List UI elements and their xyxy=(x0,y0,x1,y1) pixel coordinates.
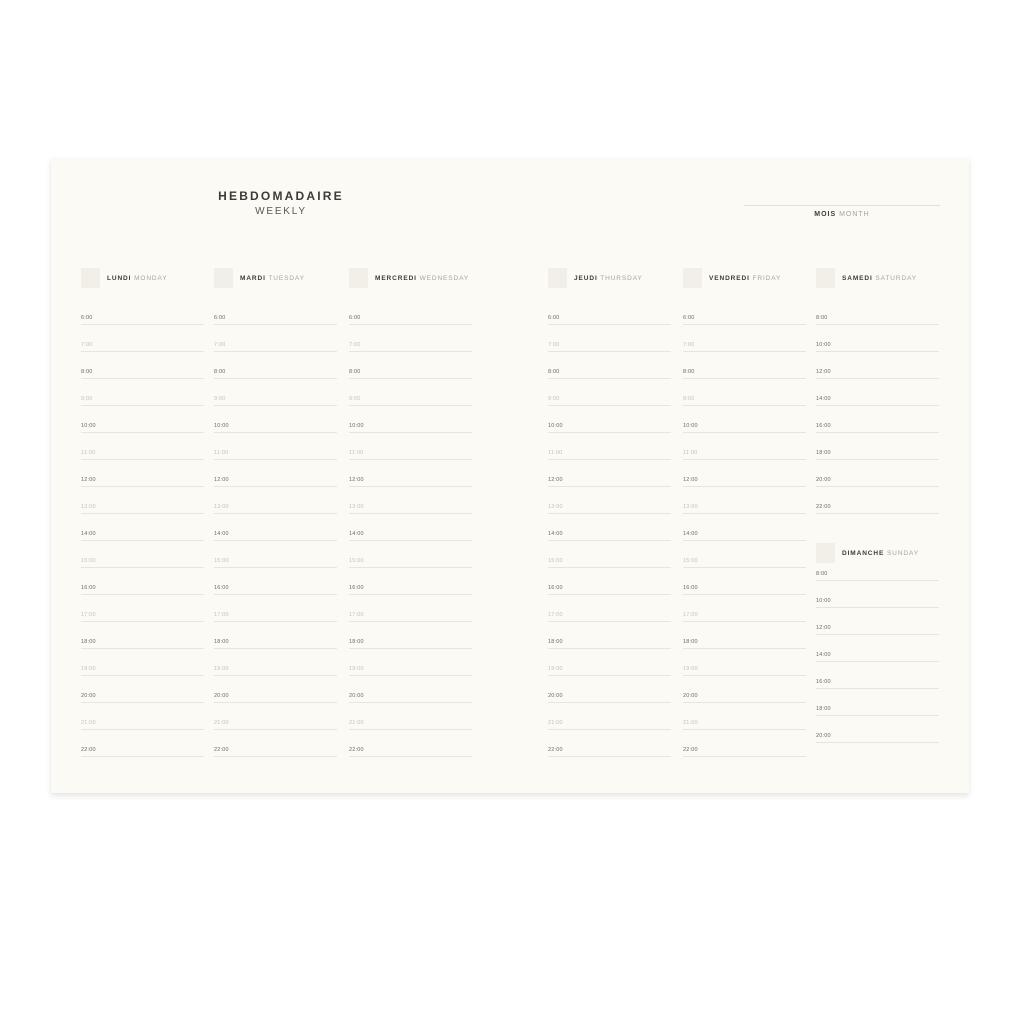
time-slot-line[interactable] xyxy=(349,665,472,676)
time-slot-line[interactable] xyxy=(214,368,337,379)
time-label: 12:00 xyxy=(214,477,229,483)
time-label: 18:00 xyxy=(81,639,96,645)
time-label: 12:00 xyxy=(816,625,831,631)
time-label: 12:00 xyxy=(816,369,831,375)
time-label: 7:00 xyxy=(214,342,226,348)
time-slot-line[interactable] xyxy=(349,557,472,568)
time-slot-line[interactable] xyxy=(548,692,671,703)
time-slot-line[interactable] xyxy=(81,503,204,514)
time-label: 22:00 xyxy=(683,747,698,753)
day-header xyxy=(683,267,806,289)
time-slot-line[interactable] xyxy=(683,692,806,703)
time-label: 16:00 xyxy=(81,585,96,591)
time-label: 15:00 xyxy=(683,558,698,564)
time-label: 13:00 xyxy=(81,504,96,510)
time-slot-line[interactable] xyxy=(81,449,204,460)
time-label: 15:00 xyxy=(548,558,563,564)
time-label: 17:00 xyxy=(81,612,96,618)
time-label: 8:00 xyxy=(214,369,226,375)
day-label-fr: JEUDI xyxy=(574,274,598,282)
time-slot-line[interactable] xyxy=(214,476,337,487)
day-label-en: THURSDAY xyxy=(597,274,643,282)
time-slot-line[interactable] xyxy=(214,719,337,730)
time-slot-line[interactable] xyxy=(548,746,671,757)
time-label: 14:00 xyxy=(816,396,831,402)
day-label xyxy=(842,275,917,282)
weekly-planner-page xyxy=(51,158,969,793)
time-label: 8:00 xyxy=(683,369,695,375)
day-header xyxy=(816,267,939,289)
time-label: 19:00 xyxy=(81,666,96,672)
time-slot-line[interactable] xyxy=(683,665,806,676)
time-label: 16:00 xyxy=(816,423,831,429)
time-label: 12:00 xyxy=(349,477,364,483)
time-slot-line[interactable] xyxy=(816,395,939,406)
time-label: 22:00 xyxy=(548,747,563,753)
time-label: 21:00 xyxy=(81,720,96,726)
time-slot-line[interactable] xyxy=(349,530,472,541)
time-label: 19:00 xyxy=(548,666,563,672)
time-slot-line[interactable] xyxy=(349,584,472,595)
time-label: 18:00 xyxy=(548,639,563,645)
time-label: 8:00 xyxy=(81,369,93,375)
time-slot-line[interactable] xyxy=(683,368,806,379)
time-label: 19:00 xyxy=(349,666,364,672)
time-slot-line[interactable] xyxy=(214,746,337,757)
time-label: 10:00 xyxy=(816,598,831,604)
time-label: 14:00 xyxy=(81,531,96,537)
time-slot-line[interactable] xyxy=(349,422,472,433)
time-slot-line[interactable] xyxy=(816,422,939,433)
time-label: 6:00 xyxy=(81,315,93,321)
time-slot-line[interactable] xyxy=(548,638,671,649)
time-label: 17:00 xyxy=(548,612,563,618)
time-label: 10:00 xyxy=(683,423,698,429)
time-slot-line[interactable] xyxy=(81,746,204,757)
time-label: 19:00 xyxy=(683,666,698,672)
time-label: 22:00 xyxy=(214,747,229,753)
time-slot-line[interactable] xyxy=(81,638,204,649)
time-slot-line[interactable] xyxy=(683,449,806,460)
time-label: 20:00 xyxy=(81,693,96,699)
time-slot-line[interactable] xyxy=(349,692,472,703)
time-label: 11:00 xyxy=(548,450,563,456)
time-slot-line[interactable] xyxy=(548,557,671,568)
time-slot-line[interactable] xyxy=(683,557,806,568)
time-label: 6:00 xyxy=(214,315,226,321)
time-slot-line[interactable] xyxy=(683,341,806,352)
date-box[interactable] xyxy=(548,268,567,288)
day-label-fr: LUNDI xyxy=(107,274,132,282)
time-label: 20:00 xyxy=(683,693,698,699)
day-label xyxy=(107,275,168,282)
time-slot-line[interactable] xyxy=(349,476,472,487)
day-label xyxy=(375,275,469,282)
time-slot-line[interactable] xyxy=(214,665,337,676)
time-slot-line[interactable] xyxy=(349,368,472,379)
time-label: 18:00 xyxy=(816,450,831,456)
time-slot-line[interactable] xyxy=(683,422,806,433)
date-box[interactable] xyxy=(816,543,835,563)
time-label: 20:00 xyxy=(816,477,831,483)
time-label: 12:00 xyxy=(81,477,96,483)
time-label: 18:00 xyxy=(214,639,229,645)
time-slot-line[interactable] xyxy=(81,314,204,325)
time-label: 13:00 xyxy=(548,504,563,510)
month-label-en: MONTH xyxy=(839,211,870,218)
time-label: 17:00 xyxy=(214,612,229,618)
time-slot-line[interactable] xyxy=(816,597,939,608)
page-title: HEBDOMADAIRE xyxy=(218,189,344,203)
time-slot-line[interactable] xyxy=(683,395,806,406)
time-label: 9:00 xyxy=(349,396,361,402)
time-slot-line[interactable] xyxy=(816,678,939,689)
time-slot-line[interactable] xyxy=(548,395,671,406)
time-slot-line[interactable] xyxy=(548,584,671,595)
time-slot-line[interactable] xyxy=(81,341,204,352)
time-label: 7:00 xyxy=(349,342,361,348)
day-label xyxy=(574,275,643,282)
time-slot-line[interactable] xyxy=(816,314,939,325)
time-label: 7:00 xyxy=(81,342,93,348)
day-label xyxy=(842,550,919,557)
time-slot-line[interactable] xyxy=(214,395,337,406)
time-label: 20:00 xyxy=(349,693,364,699)
date-box[interactable] xyxy=(816,268,835,288)
time-slot-line[interactable] xyxy=(214,341,337,352)
time-slot-line[interactable] xyxy=(816,624,939,635)
time-slot-line[interactable] xyxy=(349,449,472,460)
time-label: 16:00 xyxy=(349,585,364,591)
time-label: 20:00 xyxy=(214,693,229,699)
time-label: 13:00 xyxy=(214,504,229,510)
time-label: 18:00 xyxy=(349,639,364,645)
time-label: 22:00 xyxy=(81,747,96,753)
time-slot-line[interactable] xyxy=(214,422,337,433)
time-label: 22:00 xyxy=(349,747,364,753)
time-slot-line[interactable] xyxy=(683,611,806,622)
day-label-en: SUNDAY xyxy=(884,549,919,557)
day-label-fr: MERCREDI xyxy=(375,274,417,282)
day-label-en: SATURDAY xyxy=(872,274,918,282)
time-slot-line[interactable] xyxy=(349,314,472,325)
time-label: 15:00 xyxy=(349,558,364,564)
time-slot-line[interactable] xyxy=(548,341,671,352)
time-slot-line[interactable] xyxy=(683,314,806,325)
time-slot-line[interactable] xyxy=(214,557,337,568)
time-slot-line[interactable] xyxy=(81,368,204,379)
time-slot-line[interactable] xyxy=(548,449,671,460)
time-slot-line[interactable] xyxy=(349,341,472,352)
time-slot-line[interactable] xyxy=(683,476,806,487)
time-slot-line[interactable] xyxy=(214,692,337,703)
time-label: 11:00 xyxy=(683,450,698,456)
time-slot-line[interactable] xyxy=(81,584,204,595)
time-slot-line[interactable] xyxy=(349,503,472,514)
time-label: 14:00 xyxy=(548,531,563,537)
time-label: 8:00 xyxy=(548,369,560,375)
day-label-fr: SAMEDI xyxy=(842,274,873,282)
time-slot-line[interactable] xyxy=(816,449,939,460)
time-label: 9:00 xyxy=(683,396,695,402)
time-slot-line[interactable] xyxy=(683,719,806,730)
time-slot-line[interactable] xyxy=(816,732,939,743)
date-box[interactable] xyxy=(349,268,368,288)
time-label: 22:00 xyxy=(816,504,831,510)
time-slot-line[interactable] xyxy=(548,611,671,622)
day-label-en: WEDNESDAY xyxy=(416,274,470,282)
time-slot-line[interactable] xyxy=(349,611,472,622)
day-label-fr: VENDREDI xyxy=(709,274,750,282)
time-slot-line[interactable] xyxy=(683,638,806,649)
time-slot-line[interactable] xyxy=(214,530,337,541)
day-header xyxy=(548,267,671,289)
time-label: 9:00 xyxy=(214,396,226,402)
time-label: 8:00 xyxy=(816,571,828,577)
time-label: 18:00 xyxy=(683,639,698,645)
time-slot-line[interactable] xyxy=(349,638,472,649)
time-slot-line[interactable] xyxy=(81,611,204,622)
time-slot-line[interactable] xyxy=(81,557,204,568)
time-label: 21:00 xyxy=(683,720,698,726)
time-slot-line[interactable] xyxy=(214,314,337,325)
time-label: 7:00 xyxy=(548,342,560,348)
time-slot-line[interactable] xyxy=(349,719,472,730)
time-label: 6:00 xyxy=(349,315,361,321)
time-slot-line[interactable] xyxy=(214,449,337,460)
date-box[interactable] xyxy=(81,268,100,288)
time-label: 13:00 xyxy=(683,504,698,510)
time-slot-line[interactable] xyxy=(548,719,671,730)
day-header xyxy=(816,542,939,564)
date-box[interactable] xyxy=(214,268,233,288)
time-label: 20:00 xyxy=(816,733,831,739)
time-label: 21:00 xyxy=(548,720,563,726)
time-slot-line[interactable] xyxy=(548,530,671,541)
time-label: 17:00 xyxy=(683,612,698,618)
month-write-line[interactable] xyxy=(744,205,940,206)
time-label: 18:00 xyxy=(816,706,831,712)
time-label: 21:00 xyxy=(349,720,364,726)
time-slot-line[interactable] xyxy=(548,314,671,325)
time-label: 11:00 xyxy=(214,450,229,456)
day-label xyxy=(240,275,305,282)
time-label: 8:00 xyxy=(816,315,828,321)
time-label: 12:00 xyxy=(548,477,563,483)
day-header xyxy=(214,267,337,289)
time-slot-line[interactable] xyxy=(81,395,204,406)
time-label: 9:00 xyxy=(81,396,93,402)
time-label: 21:00 xyxy=(214,720,229,726)
time-label: 10:00 xyxy=(349,423,364,429)
time-slot-line[interactable] xyxy=(214,638,337,649)
time-slot-line[interactable] xyxy=(816,705,939,716)
time-label: 14:00 xyxy=(214,531,229,537)
time-slot-line[interactable] xyxy=(214,611,337,622)
time-label: 6:00 xyxy=(683,315,695,321)
time-slot-line[interactable] xyxy=(81,665,204,676)
time-slot-line[interactable] xyxy=(548,422,671,433)
time-label: 15:00 xyxy=(81,558,96,564)
time-label: 13:00 xyxy=(349,504,364,510)
time-slot-line[interactable] xyxy=(214,584,337,595)
time-label: 16:00 xyxy=(548,585,563,591)
day-header xyxy=(349,267,472,289)
time-slot-line[interactable] xyxy=(81,422,204,433)
day-label-fr: MARDI xyxy=(240,274,266,282)
time-slot-line[interactable] xyxy=(683,503,806,514)
day-label-en: MONDAY xyxy=(131,274,168,282)
time-label: 14:00 xyxy=(816,652,831,658)
page-subtitle: WEEKLY xyxy=(255,206,307,217)
time-label: 11:00 xyxy=(81,450,96,456)
time-label: 16:00 xyxy=(816,679,831,685)
time-label: 14:00 xyxy=(683,531,698,537)
time-slot-line[interactable] xyxy=(548,665,671,676)
time-label: 16:00 xyxy=(683,585,698,591)
time-slot-line[interactable] xyxy=(548,503,671,514)
time-slot-line[interactable] xyxy=(683,584,806,595)
time-label: 15:00 xyxy=(214,558,229,564)
time-slot-line[interactable] xyxy=(683,746,806,757)
time-slot-line[interactable] xyxy=(548,476,671,487)
time-slot-line[interactable] xyxy=(214,503,337,514)
time-slot-line[interactable] xyxy=(816,476,939,487)
time-slot-line[interactable] xyxy=(816,651,939,662)
time-slot-line[interactable] xyxy=(349,395,472,406)
time-label: 11:00 xyxy=(349,450,364,456)
date-box[interactable] xyxy=(683,268,702,288)
day-label-en: FRIDAY xyxy=(749,274,782,282)
time-slot-line[interactable] xyxy=(349,746,472,757)
time-label: 8:00 xyxy=(349,369,361,375)
time-slot-line[interactable] xyxy=(683,530,806,541)
time-label: 6:00 xyxy=(548,315,560,321)
time-slot-line[interactable] xyxy=(81,476,204,487)
time-label: 19:00 xyxy=(214,666,229,672)
day-header xyxy=(81,267,204,289)
time-slot-line[interactable] xyxy=(81,692,204,703)
time-slot-line[interactable] xyxy=(81,530,204,541)
time-label: 14:00 xyxy=(349,531,364,537)
time-label: 10:00 xyxy=(816,342,831,348)
time-slot-line[interactable] xyxy=(81,719,204,730)
time-label: 7:00 xyxy=(683,342,695,348)
time-slot-line[interactable] xyxy=(548,368,671,379)
time-label: 12:00 xyxy=(683,477,698,483)
day-label-fr: DIMANCHE xyxy=(842,549,885,557)
day-label-en: TUESDAY xyxy=(265,274,305,282)
time-slot-line[interactable] xyxy=(816,341,939,352)
time-label: 9:00 xyxy=(548,396,560,402)
time-label: 10:00 xyxy=(548,423,563,429)
month-label-fr: MOIS xyxy=(814,211,837,218)
time-slot-line[interactable] xyxy=(816,570,939,581)
month-label xyxy=(744,211,940,218)
time-label: 10:00 xyxy=(81,423,96,429)
time-label: 16:00 xyxy=(214,585,229,591)
time-label: 20:00 xyxy=(548,693,563,699)
time-slot-line[interactable] xyxy=(816,368,939,379)
time-label: 17:00 xyxy=(349,612,364,618)
time-label: 10:00 xyxy=(214,423,229,429)
time-slot-line[interactable] xyxy=(816,503,939,514)
day-label xyxy=(709,275,781,282)
